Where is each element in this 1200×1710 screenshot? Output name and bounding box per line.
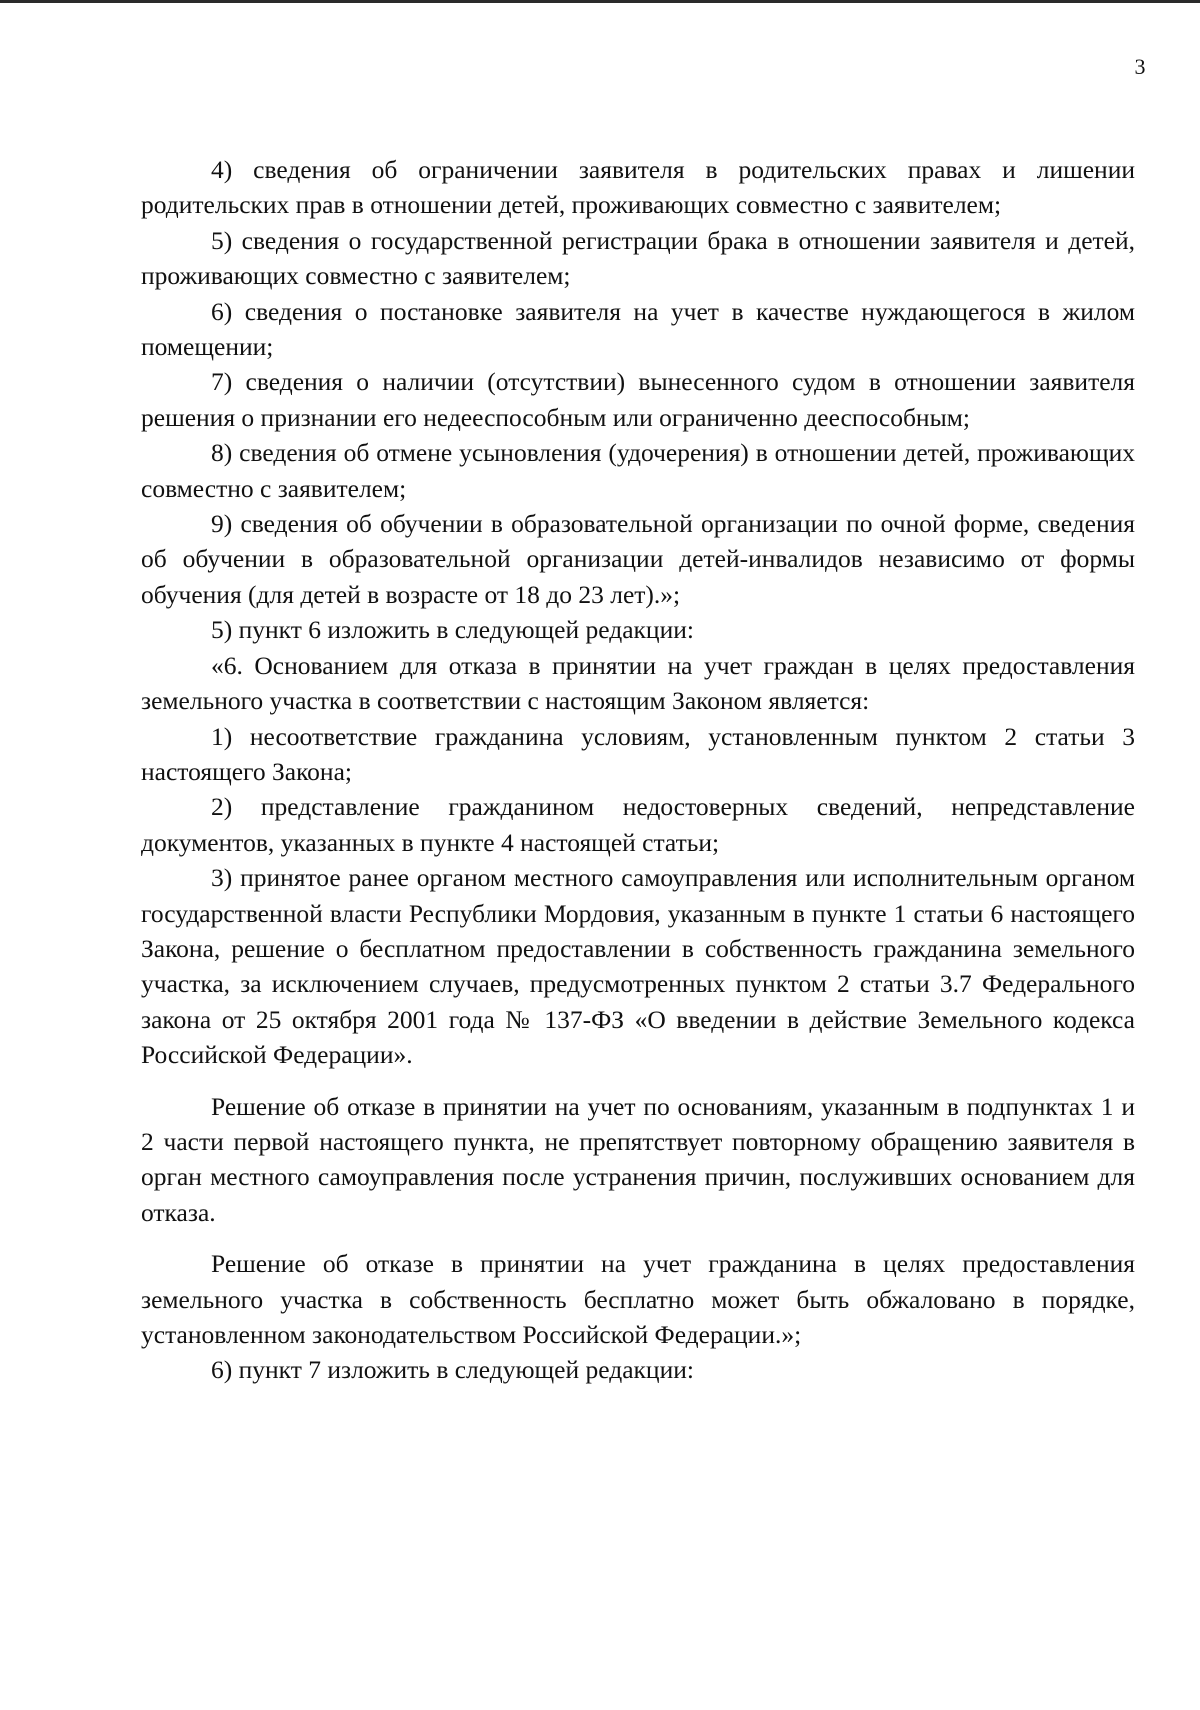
- paragraph-appeal: Решение об отказе в принятии на учет гражданина в целях предоставления земельного участка в собственность бесплатно может быть обжаловано в порядке, установленном законодательством Российской Федерации.»;: [141, 1249, 1135, 1349]
- page-number: 3: [1134, 54, 1146, 79]
- paragraph-item-9: 9) сведения об обучении в образовательной организации по очной форме, сведения об обучении в образовательной организации детей-инвалидов независимо от формы обучения (для детей в возрасте от 18 до 23 лет).»;: [141, 509, 1135, 609]
- paragraph-refusal-3: 3) принятое ранее органом местного самоуправления или исполнительным органом государственной власти Республики Мордовия, указанным в пункте 1 статьи 6 настоящего Закона, решение о бесплатном предоставлении в собственность гражданина земельного участка, за исключением случаев, предусмотренных пунктом 2 статьи 3.7 Федерального закона от 25 октября 2001 года № 137-ФЗ «О введении в действие Земельного кодекса Российской Федерации».: [141, 863, 1135, 1070]
- paragraph-refusal-1: 1) несоответствие гражданина условиям, установленным пунктом 2 статьи 3 настоящего Закона;: [141, 721, 1135, 786]
- paragraph-amendment-6: 6) пункт 7 изложить в следующей редакции:: [211, 1355, 694, 1385]
- page-top-edge: [0, 0, 1200, 3]
- paragraph-item-7: 7) сведения о наличии (отсутствии) вынесенного судом в отношении заявителя решения о признании его недееспособным или ограниченно дееспособным;: [141, 367, 1135, 432]
- paragraph-item-4: 4) сведения об ограничении заявителя в родительских правах и лишении родительских прав в отношении детей, проживающих совместно с заявителем;: [141, 155, 1135, 220]
- paragraph-refusal-decision: Решение об отказе в принятии на учет по основаниям, указанным в подпунктах 1 и 2 части первой настоящего пункта, не препятствует повторному обращению заявителя в орган местного самоуправления после устранения причин, послуживших основанием для отказа.: [141, 1091, 1135, 1227]
- document-body: [141, 152, 1135, 1388]
- paragraph-item-6: 6) сведения о постановке заявителя на учет в качестве нуждающегося в жилом помещении;: [141, 296, 1135, 362]
- paragraph-amendment-5: 5) пункт 6 изложить в следующей редакции:: [211, 615, 694, 645]
- paragraph-clause-6: «6. Основанием для отказа в принятии на учет граждан в целях предоставления земельного участка в соответствии с настоящим Законом является:: [141, 650, 1135, 716]
- paragraph-item-8: 8) сведения об отмене усыновления (удочерения) в отношении детей, проживающих совместно с заявителем;: [141, 438, 1135, 503]
- paragraph-item-5: 5) сведения о государственной регистрации брака в отношении заявителя и детей, проживающих совместно с заявителем;: [141, 225, 1135, 291]
- paragraph-refusal-2: 2) представление гражданином недостоверных сведений, непредставление документов, указанных в пункте 4 настоящей статьи;: [141, 792, 1135, 857]
